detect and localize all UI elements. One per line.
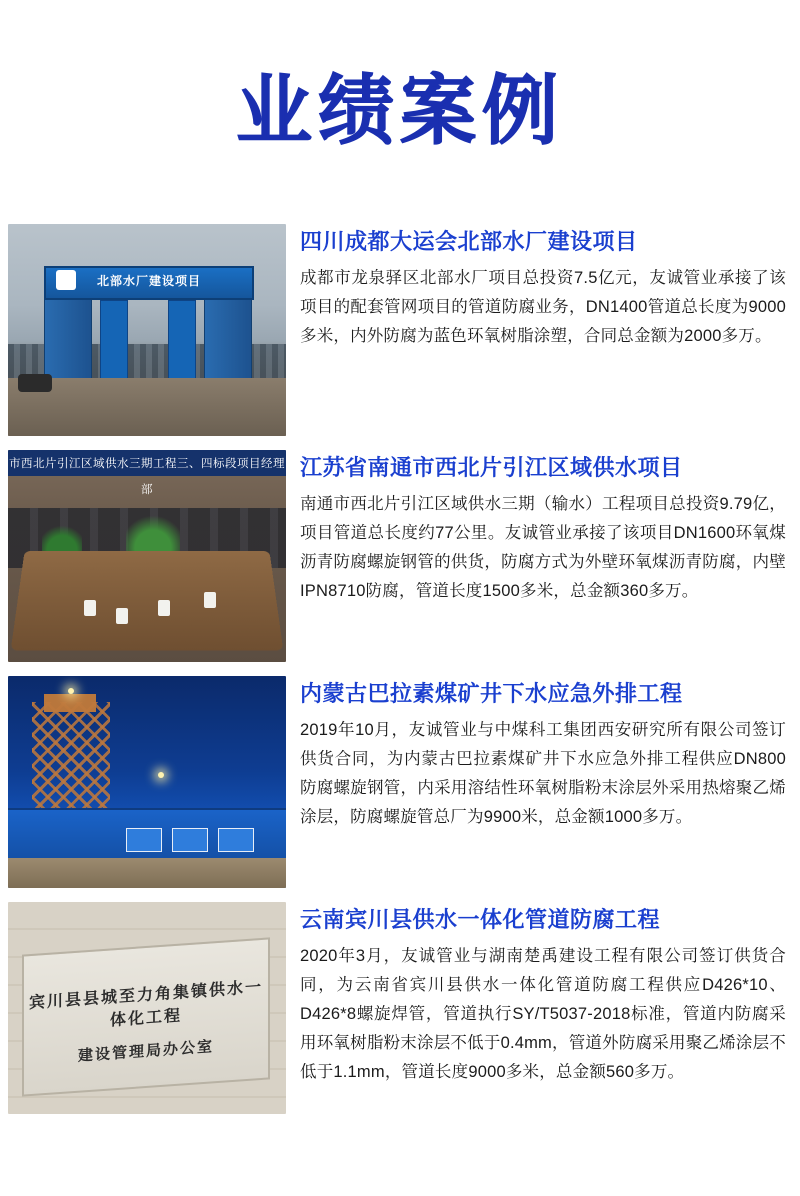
case-heading: 云南宾川县供水一体化管道防腐工程 [300,906,661,932]
company-logo-icon [56,270,76,290]
case-body: 南通市西北片引江区域供水三期（输水）工程项目总投资9.79亿，项目管道总长度约77公里。友诚管业承接了该项目DN1600环氧煤沥青防腐螺旋钢管的供货，防腐方式为外壁环氧煤沥青防腐，内壁IPN8710防腐，管道长度1500多米，总金额360多万。 [300,495,786,601]
case-heading: 内蒙古巴拉素煤矿井下水应急外排工程 [300,680,683,706]
site-sign-decor [218,828,254,852]
banner-strip [8,450,286,496]
ground-decor [8,858,286,888]
case-item [8,224,792,436]
gate-sign-text: 北部水厂建设项目 [96,273,201,288]
case-body: 2019年10月，友诚管业与中煤科工集团西安研究所有限公司签订供货合同，为内蒙古巴拉素煤矿井下水应急外排工程供应DN800防腐螺旋钢管，内采用溶结性环氧树脂粉末涂层外采用热熔聚乙烯涂层，防腐螺旋管总厂为9900米，总金额1000多万。 [300,721,786,827]
motorbike-decor [18,374,52,392]
plaque-line-2: 建设管理局办公室 [77,1037,214,1065]
page-root [0,51,800,1196]
case-heading: 四川成都大运会北部水厂建设项目 [300,228,638,254]
stone-plaque [22,937,270,1096]
cup-decor [116,608,128,624]
banner-strip-text: 市西北片引江区域供水三期工程三、四标段项目经理部 [9,455,285,496]
case-body: 成都市龙泉驿区北部水厂项目总投资7.5亿元，友诚管业承接了该项目的配套管网项目的管道防腐业务，DN1400管道总长度为9000多米，内外防腐为蓝色环氧树脂涂塑，合同总金额为2000多万。 [300,269,786,346]
case-text-block [286,676,792,832]
photo-balasu-mine-site [8,676,286,888]
case-text-block [286,224,792,351]
case-item [8,450,792,662]
case-heading: 江苏省南通市西北片引江区域供水项目 [300,454,683,480]
page-title: 业绩案例 [236,65,564,155]
case-list [0,224,800,1114]
plaque-line-1: 宾川县县城至力角集镇供水一体化工程 [28,976,263,1030]
cup-decor [84,600,96,616]
lamp-icon [158,772,164,778]
cup-decor [204,592,216,608]
photo-nantong-project-office [8,450,286,662]
case-body: 2020年3月，友诚管业与湖南楚禹建设工程有限公司签订供货合同，为云南省宾川县供水一体化管道防腐工程供应D426*10、D426*8螺旋焊管，管道执行SY/T5037-2018标准，管道内防腐采用环氧树脂粉末涂层不低于0.4mm，管道外防腐采用聚乙烯涂层不低于1.1mm，管道长度9000多米，总金额560多万。 [300,947,786,1081]
site-sign-decor [126,828,162,852]
lamp-icon [68,688,74,694]
photo-binchuan-office-plaque [8,902,286,1114]
case-item [8,676,792,888]
cup-decor [158,600,170,616]
case-text-block [286,450,792,606]
case-text-block [286,902,792,1087]
conference-table-decor [11,551,284,650]
case-item [8,902,792,1114]
photo-chengdu-water-plant-gate [8,224,286,436]
site-sign-decor [172,828,208,852]
